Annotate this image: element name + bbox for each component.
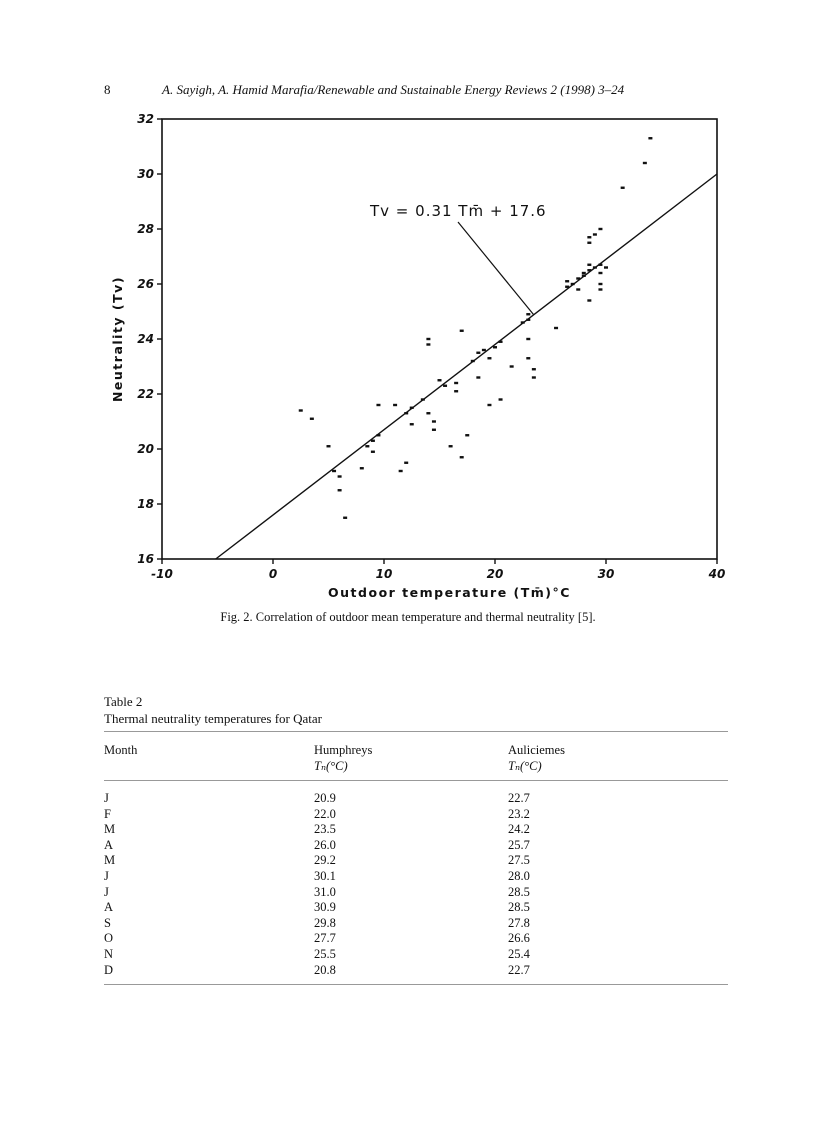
data-point xyxy=(510,365,514,367)
table-label: Table 2 xyxy=(104,694,143,709)
data-point xyxy=(604,266,608,268)
table-row xyxy=(104,916,728,932)
col-name-month: Month xyxy=(104,743,138,757)
cell-humphreys: 20.9 xyxy=(314,791,336,805)
data-point xyxy=(454,382,458,384)
y-tick-label: 30 xyxy=(137,167,154,181)
table-caption xyxy=(104,693,322,727)
data-point xyxy=(598,283,602,285)
table-row xyxy=(104,822,728,838)
cell-auliciemes: 28.0 xyxy=(508,868,530,883)
y-tick-label: 24 xyxy=(137,332,154,346)
col-name-auliciemes: Auliciemes xyxy=(508,743,565,757)
data-point xyxy=(526,313,530,315)
cell-month: N xyxy=(104,946,114,961)
data-point xyxy=(476,352,480,354)
cell-humphreys: 23.5 xyxy=(314,822,336,837)
cell-humphreys: 26.0 xyxy=(314,837,336,852)
data-point xyxy=(465,434,469,436)
data-point xyxy=(554,327,558,329)
data-point xyxy=(360,467,364,469)
data-point xyxy=(404,462,408,464)
running-title: A. Sayigh, A. Hamid Marafia/Renewable and Sustainable Energy Reviews 2 (1998) 3–24 xyxy=(162,82,625,97)
cell-month: S xyxy=(104,915,111,930)
y-tick-label: 26 xyxy=(137,277,154,291)
data-point xyxy=(365,445,369,447)
data-point xyxy=(643,162,647,164)
data-point xyxy=(371,451,375,453)
data-point xyxy=(587,242,591,244)
table-row xyxy=(104,781,728,807)
cell-auliciemes: 25.7 xyxy=(508,837,530,852)
col-name-humphreys: Humphreys xyxy=(314,743,373,757)
cell-auliciemes: 25.4 xyxy=(508,946,530,961)
cell-auliciemes: 27.8 xyxy=(508,915,530,930)
data-point xyxy=(482,349,486,351)
data-point xyxy=(426,338,430,340)
data-point xyxy=(598,288,602,290)
table-title: Thermal neutrality temperatures for Qatar xyxy=(104,711,323,726)
plot-frame xyxy=(162,119,717,559)
col-unit-auliciemes: Tₙ(°C) xyxy=(508,759,542,773)
x-tick-label: 0 xyxy=(268,567,278,581)
data-point xyxy=(460,330,464,332)
figure-caption: Fig. 2. Correlation of outdoor mean temperature and thermal neutrality [5]. xyxy=(220,610,596,624)
data-point xyxy=(454,390,458,392)
cell-month: M xyxy=(104,853,116,868)
data-point xyxy=(587,264,591,266)
cell-month: O xyxy=(104,931,114,946)
cell-month: J xyxy=(104,868,109,883)
data-point xyxy=(443,385,447,387)
data-point xyxy=(343,517,347,519)
cell-month: D xyxy=(104,963,314,985)
x-tick-label: 10 xyxy=(375,567,393,581)
col-header-month xyxy=(104,732,314,781)
cell-auliciemes: 28.5 xyxy=(508,884,530,899)
cell-humphreys: 31.0 xyxy=(314,884,336,899)
cell-month: J xyxy=(104,884,109,899)
data-point xyxy=(438,379,442,381)
x-axis-label: Outdoor temperature (Tm̄)°C xyxy=(328,585,571,600)
data-point xyxy=(648,137,652,139)
cell-month: J xyxy=(104,791,109,805)
data-point xyxy=(598,272,602,274)
data-point xyxy=(376,404,380,406)
x-tick-label: -10 xyxy=(151,567,173,581)
data-point xyxy=(449,445,453,447)
cell-humphreys: 29.8 xyxy=(314,915,336,930)
y-tick-label: 32 xyxy=(137,112,154,126)
cell-humphreys: 25.5 xyxy=(314,946,336,961)
data-point xyxy=(426,343,430,345)
data-point xyxy=(587,236,591,238)
cell-auliciemes: 28.5 xyxy=(508,900,530,915)
cell-month: M xyxy=(104,822,116,837)
data-point xyxy=(432,420,436,422)
table-row xyxy=(104,838,728,854)
data-point xyxy=(327,445,331,447)
cell-auliciemes: 23.2 xyxy=(508,806,530,821)
data-point xyxy=(487,357,491,359)
data-point xyxy=(399,470,403,472)
data-point xyxy=(565,280,569,282)
data-point xyxy=(338,489,342,491)
y-tick-label: 20 xyxy=(137,442,154,456)
cell-humphreys: 29.2 xyxy=(314,853,336,868)
y-axis-label: Neutrality (Tv) xyxy=(110,275,125,403)
cell-auliciemes: 22.7 xyxy=(508,963,728,985)
cell-auliciemes: 22.7 xyxy=(508,791,530,805)
data-point xyxy=(532,368,536,370)
equation-callout-line xyxy=(458,222,533,314)
table-row xyxy=(104,885,728,901)
cell-humphreys: 30.9 xyxy=(314,900,336,915)
neutrality-table xyxy=(104,731,728,985)
data-point xyxy=(476,376,480,378)
table-row xyxy=(104,963,728,985)
data-point xyxy=(299,409,303,411)
cell-auliciemes: 26.6 xyxy=(508,931,530,946)
data-point xyxy=(598,228,602,230)
cell-humphreys: 22.0 xyxy=(314,806,336,821)
cell-auliciemes: 27.5 xyxy=(508,853,530,868)
col-header-humphreys xyxy=(314,732,508,781)
y-tick-label: 16 xyxy=(137,552,154,566)
data-point xyxy=(487,404,491,406)
data-point xyxy=(393,404,397,406)
x-tick-label: 40 xyxy=(708,567,726,581)
cell-humphreys: 20.8 xyxy=(314,963,508,985)
data-point xyxy=(310,418,314,420)
table-row xyxy=(104,853,728,869)
x-tick-label: 20 xyxy=(486,567,504,581)
regression-equation: Tv = 0.31 Tm̄ + 17.6 xyxy=(370,202,547,220)
data-point xyxy=(499,398,503,400)
table-row xyxy=(104,900,728,916)
y-tick-label: 18 xyxy=(137,497,154,511)
table-row xyxy=(104,807,728,823)
cell-humphreys: 27.7 xyxy=(314,931,336,946)
cell-auliciemes: 24.2 xyxy=(508,822,530,837)
cell-month: F xyxy=(104,806,111,821)
page-number: 8 xyxy=(104,82,111,97)
data-point xyxy=(576,288,580,290)
col-header-auliciemes xyxy=(508,732,728,781)
table-row xyxy=(104,947,728,963)
data-point xyxy=(338,475,342,477)
x-tick-label: 30 xyxy=(597,567,615,581)
data-point xyxy=(460,456,464,458)
scatter-chart xyxy=(100,110,740,605)
data-point xyxy=(410,423,414,425)
data-point xyxy=(587,299,591,301)
data-point xyxy=(432,429,436,431)
data-point xyxy=(426,412,430,414)
y-tick-label: 22 xyxy=(137,387,154,401)
data-point xyxy=(526,338,530,340)
cell-month: A xyxy=(104,837,114,852)
col-unit-humphreys: Tₙ(°C) xyxy=(314,759,348,773)
data-point xyxy=(582,272,586,274)
y-tick-label: 28 xyxy=(137,222,154,236)
cell-month: A xyxy=(104,900,114,915)
data-point xyxy=(621,187,625,189)
data-point xyxy=(526,357,530,359)
table-row xyxy=(104,869,728,885)
cell-humphreys: 30.1 xyxy=(314,868,336,883)
data-point xyxy=(532,376,536,378)
table-header-row xyxy=(104,732,728,781)
data-point xyxy=(593,233,597,235)
data-point xyxy=(332,470,336,472)
table-row xyxy=(104,931,728,947)
